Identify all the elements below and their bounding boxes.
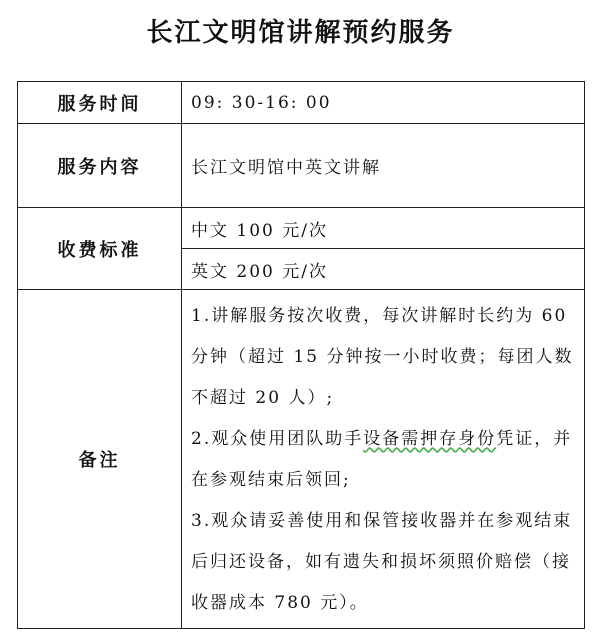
service-time-label: 服务时间 xyxy=(18,82,182,124)
note-2-spellcheck-mark: 设备需押存身份 xyxy=(363,429,497,449)
table-row-content xyxy=(18,124,585,208)
table-row-fee-chinese xyxy=(18,208,585,249)
table-row-time xyxy=(18,82,585,124)
note-item-1: 1.讲解服务按次收费，每次讲解时长约为 60 分钟（超过 15 分钟按一小时收费；每团人数不超过 20 人）; xyxy=(191,306,574,408)
fee-label: 收费标准 xyxy=(18,208,182,290)
table-row-notes xyxy=(18,290,585,629)
fee-chinese-value: 中文 100 元/次 xyxy=(182,208,585,249)
fee-english-value: 英文 200 元/次 xyxy=(182,249,585,290)
notes-label: 备注 xyxy=(18,290,182,629)
service-time-value: 09: 30-16: 00 xyxy=(182,82,585,124)
note-2-part-a: 2.观众使用团队助手 xyxy=(191,429,364,449)
note-item-2 xyxy=(191,419,576,501)
service-content-value: 长江文明馆中英文讲解 xyxy=(182,124,585,208)
service-content-label: 服务内容 xyxy=(18,124,182,208)
note-2-part-c: 凭证，并在参观结束后领回; xyxy=(191,429,573,490)
page-title: 长江文明馆讲解预约服务 xyxy=(146,18,455,48)
notes-content xyxy=(182,290,585,629)
service-table xyxy=(17,81,585,629)
note-item-3: 3.观众请妥善使用和保管接收器并在参观结束后归还设备，如有遗失和损坏须照价赔偿（接收器成本 780 元）。 xyxy=(191,511,573,613)
